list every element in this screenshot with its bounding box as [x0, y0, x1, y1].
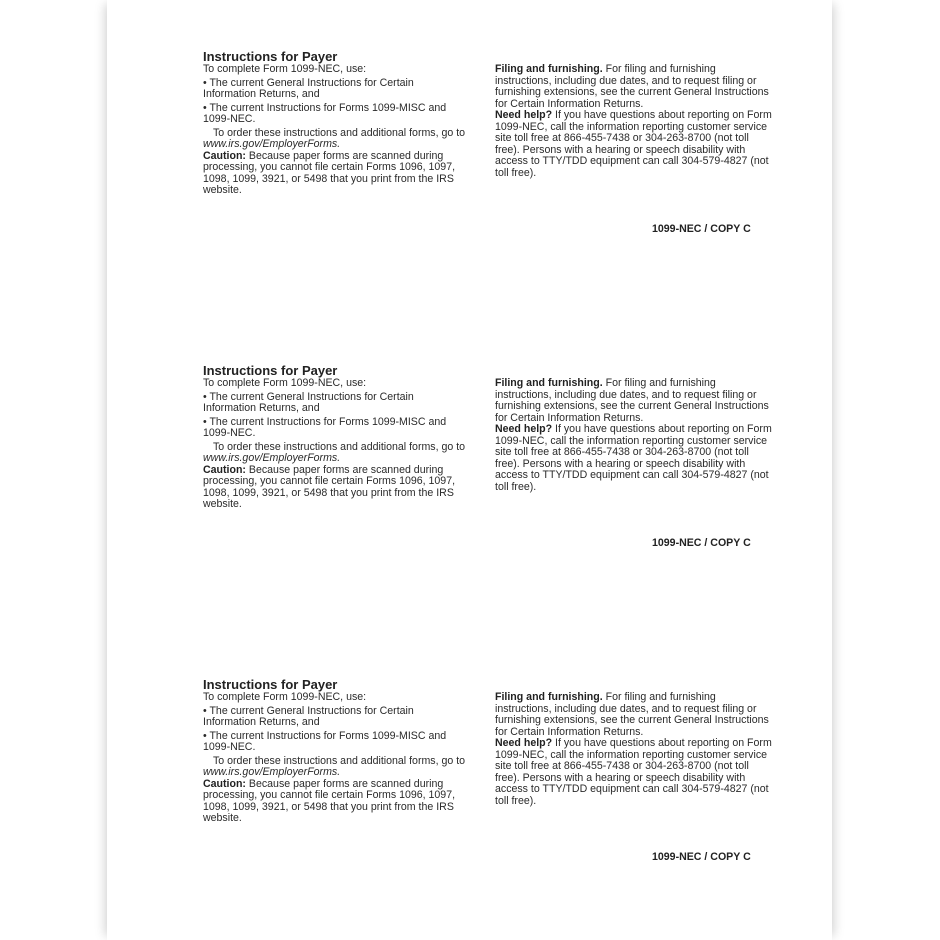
- filing-instructions: [495, 378, 773, 493]
- copy-label: 1099-NEC / COPY C: [652, 537, 751, 549]
- filing-instructions: [495, 692, 773, 807]
- intro-text: To complete Form 1099-NEC, use:: [203, 63, 367, 75]
- filing-label: Filing and furnishing.: [495, 691, 603, 703]
- filing-label: Filing and furnishing.: [495, 63, 603, 75]
- help-text: If you have questions about reporting on Form 1099-NEC, call the information reporting customer service site toll free at 866-455-7438 or 304-263-8700 (not toll free). Persons with a hearing or speech disability with access to TTY/TDD equipment can call 304-579-4827 (not toll free).: [495, 423, 772, 493]
- filing-text: For filing and furnishing instructions, including due dates, and to request filing or furnishing extensions, see the current General Instructions for Certain Information Returns.: [495, 691, 769, 738]
- payer-instructions: [203, 677, 467, 825]
- filing-paragraph: [495, 378, 773, 424]
- irs-forms-link[interactable]: www.irs.gov/EmployerForms.: [203, 766, 341, 778]
- filing-text: For filing and furnishing instructions, including due dates, and to request filing or furnishing extensions, see the current General Instructions for Certain Information Returns.: [495, 377, 769, 424]
- bullet-form-instructions: • The current Instructions for Forms 1099-MISC and 1099-NEC.: [203, 415, 447, 439]
- intro-text: To complete Form 1099-NEC, use:: [203, 691, 367, 703]
- copy-label: 1099-NEC / COPY C: [652, 851, 751, 863]
- help-label: Need help?: [495, 737, 553, 749]
- help-label: Need help?: [495, 423, 553, 435]
- help-paragraph: [495, 110, 773, 179]
- payer-instructions: [203, 363, 467, 511]
- order-text: To order these instructions and additional forms, go to: [213, 754, 466, 767]
- section-heading: Instructions for Payer: [203, 677, 338, 692]
- caution-text: Because paper forms are scanned during processing, you cannot file certain Forms 1096, 1097, 1098, 1099, 3921, or 5498 that you print from the IRS website.: [203, 463, 456, 510]
- copy-label: 1099-NEC / COPY C: [652, 223, 751, 235]
- bullet-form-instructions: • The current Instructions for Forms 1099-MISC and 1099-NEC.: [203, 729, 447, 753]
- help-text: If you have questions about reporting on Form 1099-NEC, call the information reporting customer service site toll free at 866-455-7438 or 304-263-8700 (not toll free). Persons with a hearing or speech disability with access to TTY/TDD equipment can call 304-579-4827 (not toll free).: [495, 109, 772, 179]
- section-heading: Instructions for Payer: [203, 49, 338, 64]
- form-copy-1: [107, 0, 832, 314]
- help-paragraph: [495, 424, 773, 493]
- section-heading: Instructions for Payer: [203, 363, 338, 378]
- order-text: To order these instructions and additional forms, go to: [213, 126, 466, 139]
- irs-forms-link[interactable]: www.irs.gov/EmployerForms.: [203, 452, 341, 464]
- caution-paragraph: [203, 465, 467, 511]
- help-paragraph: [495, 738, 773, 807]
- caution-paragraph: [203, 779, 467, 825]
- caution-paragraph: [203, 151, 467, 197]
- form-copy-3: [107, 628, 832, 940]
- filing-label: Filing and furnishing.: [495, 377, 603, 389]
- bullet-general-instructions: • The current General Instructions for Certain Information Returns, and: [203, 704, 414, 728]
- order-paragraph: [203, 756, 467, 779]
- filing-text: For filing and furnishing instructions, including due dates, and to request filing or furnishing extensions, see the current General Instructions for Certain Information Returns.: [495, 63, 769, 110]
- help-text: If you have questions about reporting on Form 1099-NEC, call the information reporting customer service site toll free at 866-455-7438 or 304-263-8700 (not toll free). Persons with a hearing or speech disability with access to TTY/TDD equipment can call 304-579-4827 (not toll free).: [495, 737, 772, 807]
- caution-text: Because paper forms are scanned during processing, you cannot file certain Forms 1096, 1097, 1098, 1099, 3921, or 5498 that you print from the IRS website.: [203, 777, 456, 824]
- filing-paragraph: [495, 64, 773, 110]
- caution-label: Caution:: [203, 149, 246, 162]
- bullet-general-instructions: • The current General Instructions for Certain Information Returns, and: [203, 390, 414, 414]
- irs-forms-link[interactable]: www.irs.gov/EmployerForms.: [203, 138, 341, 150]
- help-label: Need help?: [495, 109, 553, 121]
- filing-paragraph: [495, 692, 773, 738]
- intro-text: To complete Form 1099-NEC, use:: [203, 377, 367, 389]
- filing-instructions: [495, 64, 773, 179]
- payer-instructions: [203, 49, 467, 197]
- order-paragraph: [203, 128, 467, 151]
- caution-label: Caution:: [203, 463, 246, 476]
- caution-text: Because paper forms are scanned during processing, you cannot file certain Forms 1096, 1097, 1098, 1099, 3921, or 5498 that you print from the IRS website.: [203, 149, 456, 196]
- form-copy-2: [107, 314, 832, 628]
- order-text: To order these instructions and additional forms, go to: [213, 440, 466, 453]
- caution-label: Caution:: [203, 777, 246, 790]
- order-paragraph: [203, 442, 467, 465]
- bullet-general-instructions: • The current General Instructions for Certain Information Returns, and: [203, 76, 414, 100]
- bullet-form-instructions: • The current Instructions for Forms 1099-MISC and 1099-NEC.: [203, 101, 447, 125]
- form-sheet: [107, 0, 832, 940]
